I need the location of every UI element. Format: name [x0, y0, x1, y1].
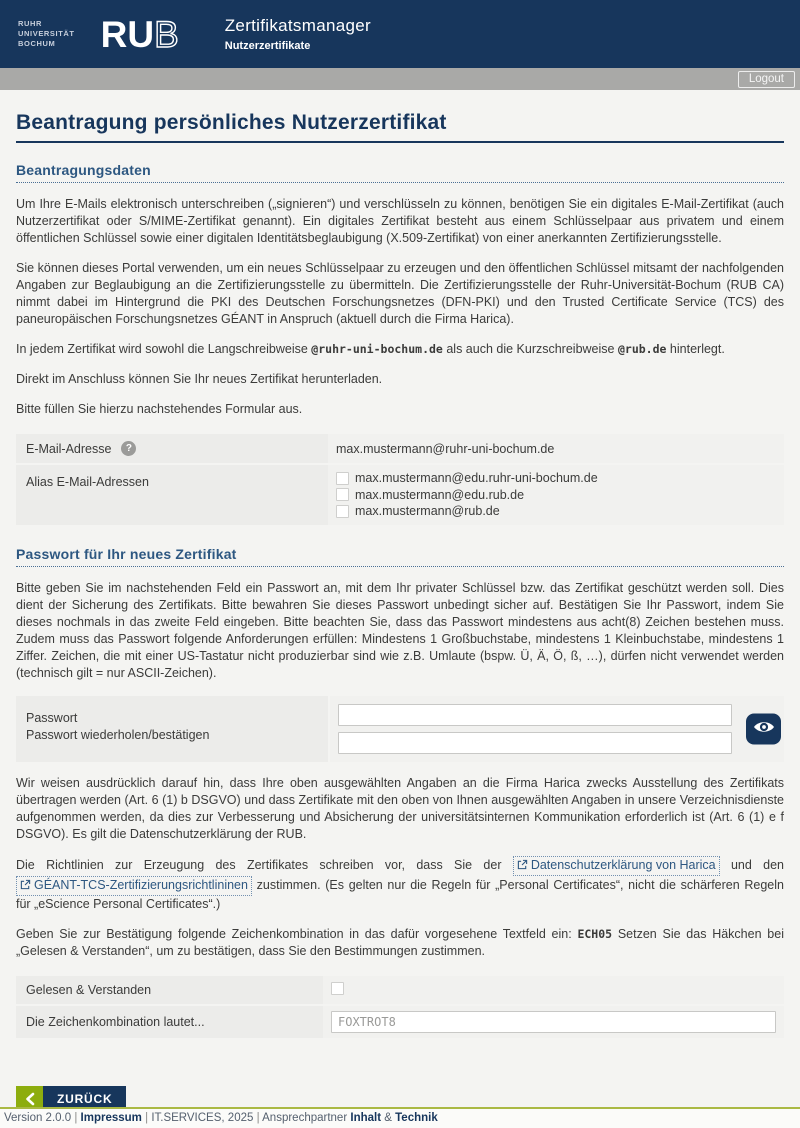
separator: |: [145, 1112, 149, 1124]
text-segment: Die Richtlinien zur Erzeugung des Zertifikates schreiben vor, dass Sie der: [16, 857, 502, 872]
back-button-label: ZURÜCK: [43, 1086, 126, 1113]
app-title: Zertifikatsmanager: [224, 16, 371, 35]
gelesen-label: Gelesen & Verstanden: [16, 976, 323, 1004]
app-header: [0, 0, 800, 68]
table-row-email: [16, 434, 784, 463]
page-footer: [0, 1107, 800, 1128]
show-password-button[interactable]: [746, 713, 781, 744]
alias-checkbox-3[interactable]: [336, 505, 349, 518]
intro-paragraph-5: Bitte füllen Sie hierzu nachstehendes Formular aus.: [16, 402, 303, 416]
email-label: E-Mail-Adresse: [26, 441, 112, 456]
zeichenkombination-label: Die Zeichenkombination lautet...: [16, 1006, 323, 1038]
password-panel: [16, 696, 784, 762]
external-link-icon: [517, 858, 531, 872]
page-title: Beantragung persönliches Nutzerzertifikat: [16, 111, 784, 143]
intro-paragraph-3: [16, 341, 784, 358]
university-wordmark: [18, 19, 75, 48]
password-repeat-label: Passwort wiederholen/bestätigen: [26, 728, 210, 742]
alias-checkbox-1[interactable]: [336, 472, 349, 485]
alias-checkbox-2[interactable]: [336, 488, 349, 501]
text-segment: In jedem Zertifikat wird sowohl die Langschreibweise: [16, 342, 308, 356]
separator: |: [256, 1112, 260, 1124]
section-heading-passwort: Passwort für Ihr neues Zertifikat: [16, 546, 784, 567]
gelesen-checkbox[interactable]: [331, 982, 344, 995]
password-instructions: Bitte geben Sie im nachstehenden Feld ein Passwort an, mit dem Ihr privater Schlüssel bzw. das Zertifikat geschützt werden soll. Dies dient der Sicherung des Zertifikats. Bitte bewahren Sie dieses Passwort unbedingt sicher auf. Bestätigen Sie Ihr Passwort, indem Sie dieses nochmals in das zweite Feld eingeben. Bitte beachten Sie, dass das Passwort mindestens aus acht(8) Zeichen bestehen muss. Zudem muss das Passwort folgende Anforderungen erfüllen: Mindestens 1 Großbuchstabe, mindestens 1 Kleinbuchstabe, mindestens 1 Ziffer. Zeichen, die mit einer US-Tastatur nicht produzierbar sind wie z.B. Umlaute (bspw. Ü, Ä, Ö, ß, …), dürfen nicht verwendet werden (technisch gilt = nur ASCII-Zeichen).: [16, 580, 784, 680]
eye-icon: [753, 720, 775, 738]
harica-privacy-link[interactable]: [513, 856, 720, 876]
table-row-alias: [16, 465, 784, 525]
alias-option-label: max.mustermann@edu.ruhr-uni-bochum.de: [355, 471, 598, 485]
password-input[interactable]: [338, 704, 732, 726]
alias-label: Alias E-Mail-Adressen: [16, 465, 328, 525]
policy-paragraph: [16, 856, 784, 913]
alias-option: [336, 503, 776, 520]
org-line: RUHR: [18, 19, 43, 29]
org-text: IT.SERVICES, 2025: [151, 1112, 254, 1124]
help-icon[interactable]: ?: [121, 441, 136, 456]
text-segment: hinterlegt.: [669, 342, 725, 356]
password-repeat-input[interactable]: [338, 732, 732, 754]
alias-option: [336, 470, 776, 487]
link-label: Datenschutzerklärung von Harica: [530, 857, 716, 872]
toolbar: [0, 68, 800, 90]
app-title-block: [225, 16, 371, 52]
table-row-gelesen: [16, 976, 784, 1004]
impressum-link[interactable]: Impressum: [80, 1112, 142, 1124]
intro-paragraph-1: Um Ihre E-Mails elektronisch unterschreiben („signieren“) und verschlüsseln zu können, benötigen Sie ein digitales E-Mail-Zertifikat (auch Nutzerzertifikat oder S/MIME-Zertifikat genannt). Ein digitales Zertifikat besteht aus einem Schlüsselpaar aus privatem und einem öffentlichen Schlüssel sowie einer digitalen Identitätsbeglaubigung (X.509-Zertifikat) von einer anerkannten Zertifizierungsstelle.: [16, 197, 784, 245]
alias-option-label: max.mustermann@edu.rub.de: [355, 487, 525, 502]
separator: |: [74, 1112, 78, 1124]
text-segment: Setzen Sie das Häkchen bei „Gelesen & Verstanden“, um zu bestätigen, dass Sie den Bestimmungen zustimmen.: [16, 926, 784, 958]
intro-paragraph-4: Direkt im Anschluss können Sie Ihr neues Zertifikat herunterladen.: [16, 372, 383, 386]
email-form-table: [16, 432, 784, 527]
external-link-icon: [20, 878, 34, 892]
domain-long-code: @ruhr-uni-bochum.de: [311, 342, 443, 356]
geant-tcs-policy-link[interactable]: [16, 876, 252, 896]
version-text: Version 2.0.0: [4, 1112, 72, 1124]
text-segment: und den: [730, 857, 784, 872]
technik-link[interactable]: Technik: [395, 1112, 438, 1124]
confirmation-code: ECH05: [577, 926, 613, 941]
rub-logo: [100, 13, 179, 55]
privacy-paragraph: Wir weisen ausdrücklich darauf hin, dass Ihre oben ausgewählten Angaben an die Firma Harica zwecks Ausstellung des Zertifikats übertragen werden (Art. 6 (1) b DSGVO) und dass Zertifikate mit den oben von Ihnen ausgewählten Angaben in unsere Verzeichnisdienste aufgenommen werden, da dies zur Verbesserung und Absicherung der universitätsinternen Kommunikation erforderlich ist (Art. 6 (1) e f DSGVO). Es gilt die Datenschutzerklärung der RUB.: [16, 775, 784, 841]
org-line: BOCHUM: [18, 38, 56, 48]
email-value: max.mustermann@ruhr-uni-bochum.de: [328, 434, 784, 463]
contact-label: Ansprechpartner: [262, 1112, 348, 1124]
password-label: Passwort: [26, 710, 78, 725]
confirmation-form-table: [16, 974, 784, 1040]
ampersand: &: [384, 1112, 392, 1124]
rub-logo-ru: RU: [100, 13, 155, 55]
table-row-zeichenkombination: [16, 1006, 784, 1038]
app-subtitle: Nutzerzertifikate: [224, 40, 311, 52]
text-segment: zustimmen. (Es gelten nur die Regeln für „Personal Certificates“, nicht die schärferen Regeln für „eScience Personal Certificates“.): [16, 877, 784, 911]
zeichenkombination-input[interactable]: [331, 1011, 776, 1033]
alias-option-label: max.mustermann@rub.de: [355, 504, 500, 518]
text-segment: Geben Sie zur Bestätigung folgende Zeichenkombination in das dafür vorgesehene Textfeld ein:: [16, 926, 572, 941]
org-line: UNIVERSITÄT: [18, 29, 75, 39]
main-content: [0, 111, 800, 1113]
intro-paragraph-2: Sie können dieses Portal verwenden, um ein neues Schlüsselpaar zu erzeugen und den öffentlichen Schlüssel mitsamt der nachfolgenden Angaben zur Beglaubigung an die Zertifizierungsstelle zu übermitteln. Die Zertifizierungsstelle der Ruhr-Universität-Bochum (RUB CA) nimmt dabei im Hintergrund die PKI des Deutschen Forschungsnetzes (DFN-PKI) und den Trusted Certificate Service (TCS) des paneuropäischen Forschungsnetzes GÉANT in Anspruch (aktuell durch die Firma Harica).: [16, 261, 784, 326]
section-heading-beantragungsdaten: Beantragungsdaten: [16, 162, 784, 183]
text-segment: als auch die Kurzschreibweise: [446, 342, 615, 356]
confirmation-code-paragraph: [16, 926, 784, 960]
logout-button[interactable]: Logout: [738, 71, 795, 88]
domain-short-code: @rub.de: [617, 342, 667, 356]
alias-option: [336, 487, 776, 504]
rub-logo-b: B: [154, 13, 179, 55]
inhalt-link[interactable]: Inhalt: [350, 1112, 382, 1124]
link-label: GÉANT-TCS-Zertifizierungsrichtlininen: [34, 877, 248, 892]
